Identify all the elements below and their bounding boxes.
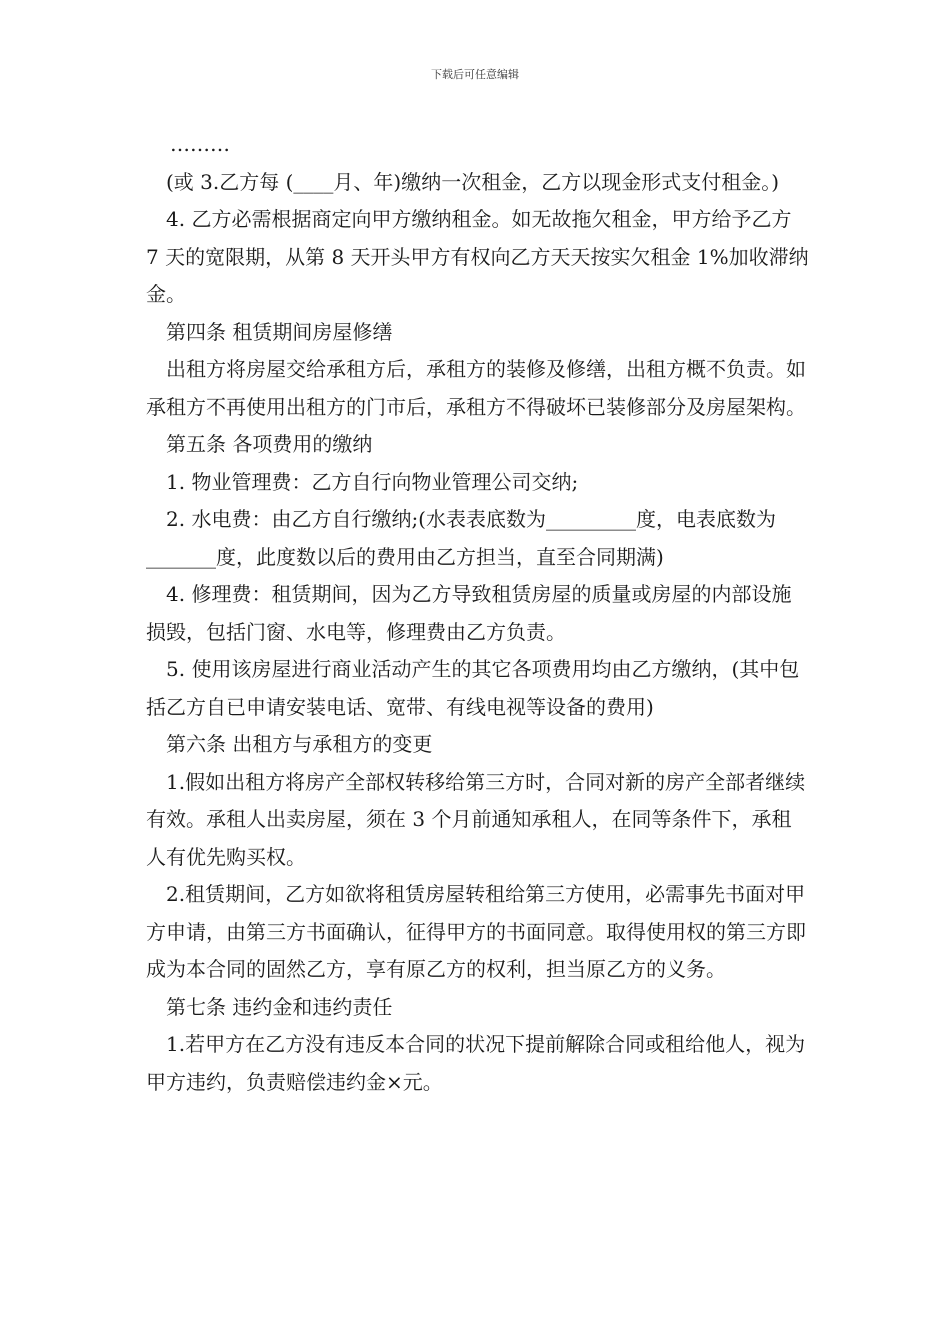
paragraph-article-4: 第四条 租赁期间房屋修缮	[166, 319, 393, 344]
paragraph-article-6: 第六条 出租方与承租方的变更	[166, 732, 433, 756]
paragraph-article-4-body: 出租方将房屋交给承租方后，承租方的装修及修缮，出租方概不负责。如承租方不再使用出租方的门市后，承租方不得破坏已装修部分及房屋架构。	[146, 357, 806, 419]
paragraph-ellipsis: ………	[170, 132, 230, 156]
paragraph-clause-4: 4. 乙方必需根据商定向甲方缴纳租金。如无故拖欠租金，甲方给予乙方 7 天的宽限期，从第 8 天开头甲方有权向乙方天天按实欠租金 1%加收滞纳金。	[146, 207, 809, 306]
page-header: 下载后可任意编辑	[431, 68, 519, 81]
document-body	[146, 126, 810, 1101]
paragraph-fee-1: 1. 物业管理费：乙方自行向物业管理公司交纳;	[166, 469, 579, 494]
paragraph-article-7: 第七条 违约金和违约责任	[166, 994, 393, 1019]
paragraph-alt-3: (或 3.乙方每 (____月、年)缴纳一次租金，乙方以现金形式支付租金。)	[166, 169, 780, 194]
paragraph-fee-2: 2. 水电费：由乙方自行缴纳;(水表表底数为_________度，电表底数为_______度，此度数以后的费用由乙方担当，直至合同期满)	[146, 507, 776, 569]
paragraph-change-1: 1.假如出租方将房产全部权转移给第三方时，合同对新的房产全部者继续有效。承租人出卖房屋，须在 3 个月前通知承租人，在同等条件下，承租人有优先购买权。	[146, 769, 806, 869]
paragraph-breach-1: 1.若甲方在乙方没有违反本合同的状况下提前解除合同或租给他人，视为甲方违约，负责赔偿违约金×元。	[146, 1032, 806, 1094]
paragraph-fee-4: 4. 修理费：租赁期间，因为乙方导致租赁房屋的质量或房屋的内部设施损毁，包括门窗、水电等，修理费由乙方负责。	[146, 582, 792, 644]
paragraph-change-2: 2.租赁期间，乙方如欲将租赁房屋转租给第三方使用，必需事先书面对甲方申请，由第三方书面确认，征得甲方的书面同意。取得使用权的第三方即成为本合同的固然乙方，享有原乙方的权利，担当原乙方的义务。	[146, 882, 806, 981]
paragraph-article-5: 第五条 各项费用的缴纳	[166, 432, 373, 456]
paragraph-fee-5: 5. 使用该房屋进行商业活动产生的其它各项费用均由乙方缴纳，(其中包括乙方自已申请安装电话、宽带、有线电视等设备的费用)	[146, 657, 800, 719]
